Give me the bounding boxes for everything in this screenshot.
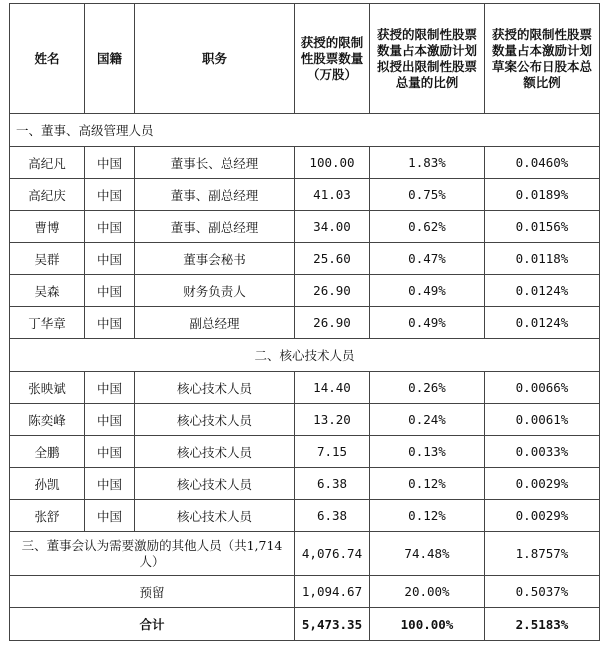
other-ratio-plan: 74.48%: [370, 532, 485, 576]
section2-title: 二、核心技术人员: [10, 339, 600, 372]
cell-ratio-plan: 0.12%: [370, 468, 485, 500]
cell-nationality: 中国: [85, 468, 135, 500]
cell-ratio-total: 0.0460%: [485, 147, 600, 179]
cell-position: 董事、副总经理: [135, 179, 295, 211]
other-shares: 4,076.74: [295, 532, 370, 576]
cell-shares: 14.40: [295, 372, 370, 404]
cell-shares: 7.15: [295, 436, 370, 468]
cell-position: 核心技术人员: [135, 436, 295, 468]
header-name: 姓名: [10, 4, 85, 114]
reserved-label: 预留: [10, 576, 295, 608]
table-row: [10, 436, 600, 468]
cell-nationality: 中国: [85, 243, 135, 275]
table-row: [10, 211, 600, 243]
cell-name: 张舒: [10, 500, 85, 532]
cell-ratio-plan: 0.12%: [370, 500, 485, 532]
header-ratio-total: 获授的限制性股票数量占本激励计划草案公布日股本总额比例: [485, 4, 600, 114]
cell-ratio-plan: 0.26%: [370, 372, 485, 404]
total-label: 合计: [10, 608, 295, 641]
table-row: [10, 404, 600, 436]
total-ratio-total: 2.5183%: [485, 608, 600, 641]
total-ratio-plan: 100.00%: [370, 608, 485, 641]
reserved-ratio-plan: 20.00%: [370, 576, 485, 608]
reserved-shares: 1,094.67: [295, 576, 370, 608]
cell-ratio-total: 0.0029%: [485, 500, 600, 532]
cell-position: 核心技术人员: [135, 404, 295, 436]
table-row: [10, 179, 600, 211]
cell-position: 董事、副总经理: [135, 211, 295, 243]
cell-ratio-total: 0.0029%: [485, 468, 600, 500]
cell-ratio-plan: 1.83%: [370, 147, 485, 179]
cell-ratio-plan: 0.47%: [370, 243, 485, 275]
cell-nationality: 中国: [85, 404, 135, 436]
cell-ratio-total: 0.0189%: [485, 179, 600, 211]
cell-shares: 41.03: [295, 179, 370, 211]
cell-name: 孙凯: [10, 468, 85, 500]
cell-name: 吴群: [10, 243, 85, 275]
other-label: 三、董事会认为需要激励的其他人员（共1,714人）: [10, 532, 295, 576]
cell-ratio-plan: 0.75%: [370, 179, 485, 211]
other-ratio-total: 1.8757%: [485, 532, 600, 576]
cell-position: 核心技术人员: [135, 468, 295, 500]
cell-ratio-plan: 0.49%: [370, 307, 485, 339]
cell-ratio-total: 0.0061%: [485, 404, 600, 436]
cell-name: 曹博: [10, 211, 85, 243]
cell-shares: 100.00: [295, 147, 370, 179]
section1-title: 一、董事、高级管理人员: [10, 114, 600, 147]
reserved-ratio-total: 0.5037%: [485, 576, 600, 608]
cell-nationality: 中国: [85, 436, 135, 468]
cell-position: 核心技术人员: [135, 500, 295, 532]
cell-nationality: 中国: [85, 147, 135, 179]
cell-position: 董事会秘书: [135, 243, 295, 275]
cell-name: 张映斌: [10, 372, 85, 404]
cell-name: 丁华章: [10, 307, 85, 339]
cell-ratio-total: 0.0156%: [485, 211, 600, 243]
header-position: 职务: [135, 4, 295, 114]
cell-position: 核心技术人员: [135, 372, 295, 404]
table-row: [10, 243, 600, 275]
cell-shares: 6.38: [295, 500, 370, 532]
total-row: [10, 608, 600, 641]
cell-shares: 13.20: [295, 404, 370, 436]
table-row: [10, 147, 600, 179]
cell-shares: 6.38: [295, 468, 370, 500]
other-row: [10, 532, 600, 576]
cell-name: 高纪庆: [10, 179, 85, 211]
cell-position: 副总经理: [135, 307, 295, 339]
cell-name: 吴森: [10, 275, 85, 307]
cell-ratio-total: 0.0124%: [485, 275, 600, 307]
table-row: [10, 468, 600, 500]
total-shares: 5,473.35: [295, 608, 370, 641]
cell-nationality: 中国: [85, 372, 135, 404]
cell-ratio-plan: 0.13%: [370, 436, 485, 468]
cell-ratio-plan: 0.24%: [370, 404, 485, 436]
header-ratio-plan: 获授的限制性股票数量占本激励计划拟授出限制性股票总量的比例: [370, 4, 485, 114]
cell-shares: 26.90: [295, 275, 370, 307]
cell-nationality: 中国: [85, 211, 135, 243]
header-nationality: 国籍: [85, 4, 135, 114]
cell-nationality: 中国: [85, 307, 135, 339]
section2-title-row: [10, 339, 600, 372]
cell-shares: 34.00: [295, 211, 370, 243]
cell-ratio-total: 0.0124%: [485, 307, 600, 339]
table-row: [10, 500, 600, 532]
cell-name: 高纪凡: [10, 147, 85, 179]
allocation-table-wrapper: [9, 3, 600, 641]
allocation-table: [9, 3, 600, 641]
cell-position: 董事长、总经理: [135, 147, 295, 179]
cell-name: 全鹏: [10, 436, 85, 468]
table-row: [10, 372, 600, 404]
cell-name: 陈奕峰: [10, 404, 85, 436]
header-shares: 获授的限制性股票数量（万股）: [295, 4, 370, 114]
cell-ratio-total: 0.0066%: [485, 372, 600, 404]
cell-nationality: 中国: [85, 500, 135, 532]
cell-nationality: 中国: [85, 179, 135, 211]
cell-ratio-plan: 0.62%: [370, 211, 485, 243]
cell-ratio-plan: 0.49%: [370, 275, 485, 307]
cell-ratio-total: 0.0118%: [485, 243, 600, 275]
table-row: [10, 307, 600, 339]
table-row: [10, 275, 600, 307]
cell-ratio-total: 0.0033%: [485, 436, 600, 468]
section1-title-row: [10, 114, 600, 147]
reserved-row: [10, 576, 600, 608]
cell-shares: 26.90: [295, 307, 370, 339]
header-row: [10, 4, 600, 114]
cell-nationality: 中国: [85, 275, 135, 307]
cell-shares: 25.60: [295, 243, 370, 275]
cell-position: 财务负责人: [135, 275, 295, 307]
